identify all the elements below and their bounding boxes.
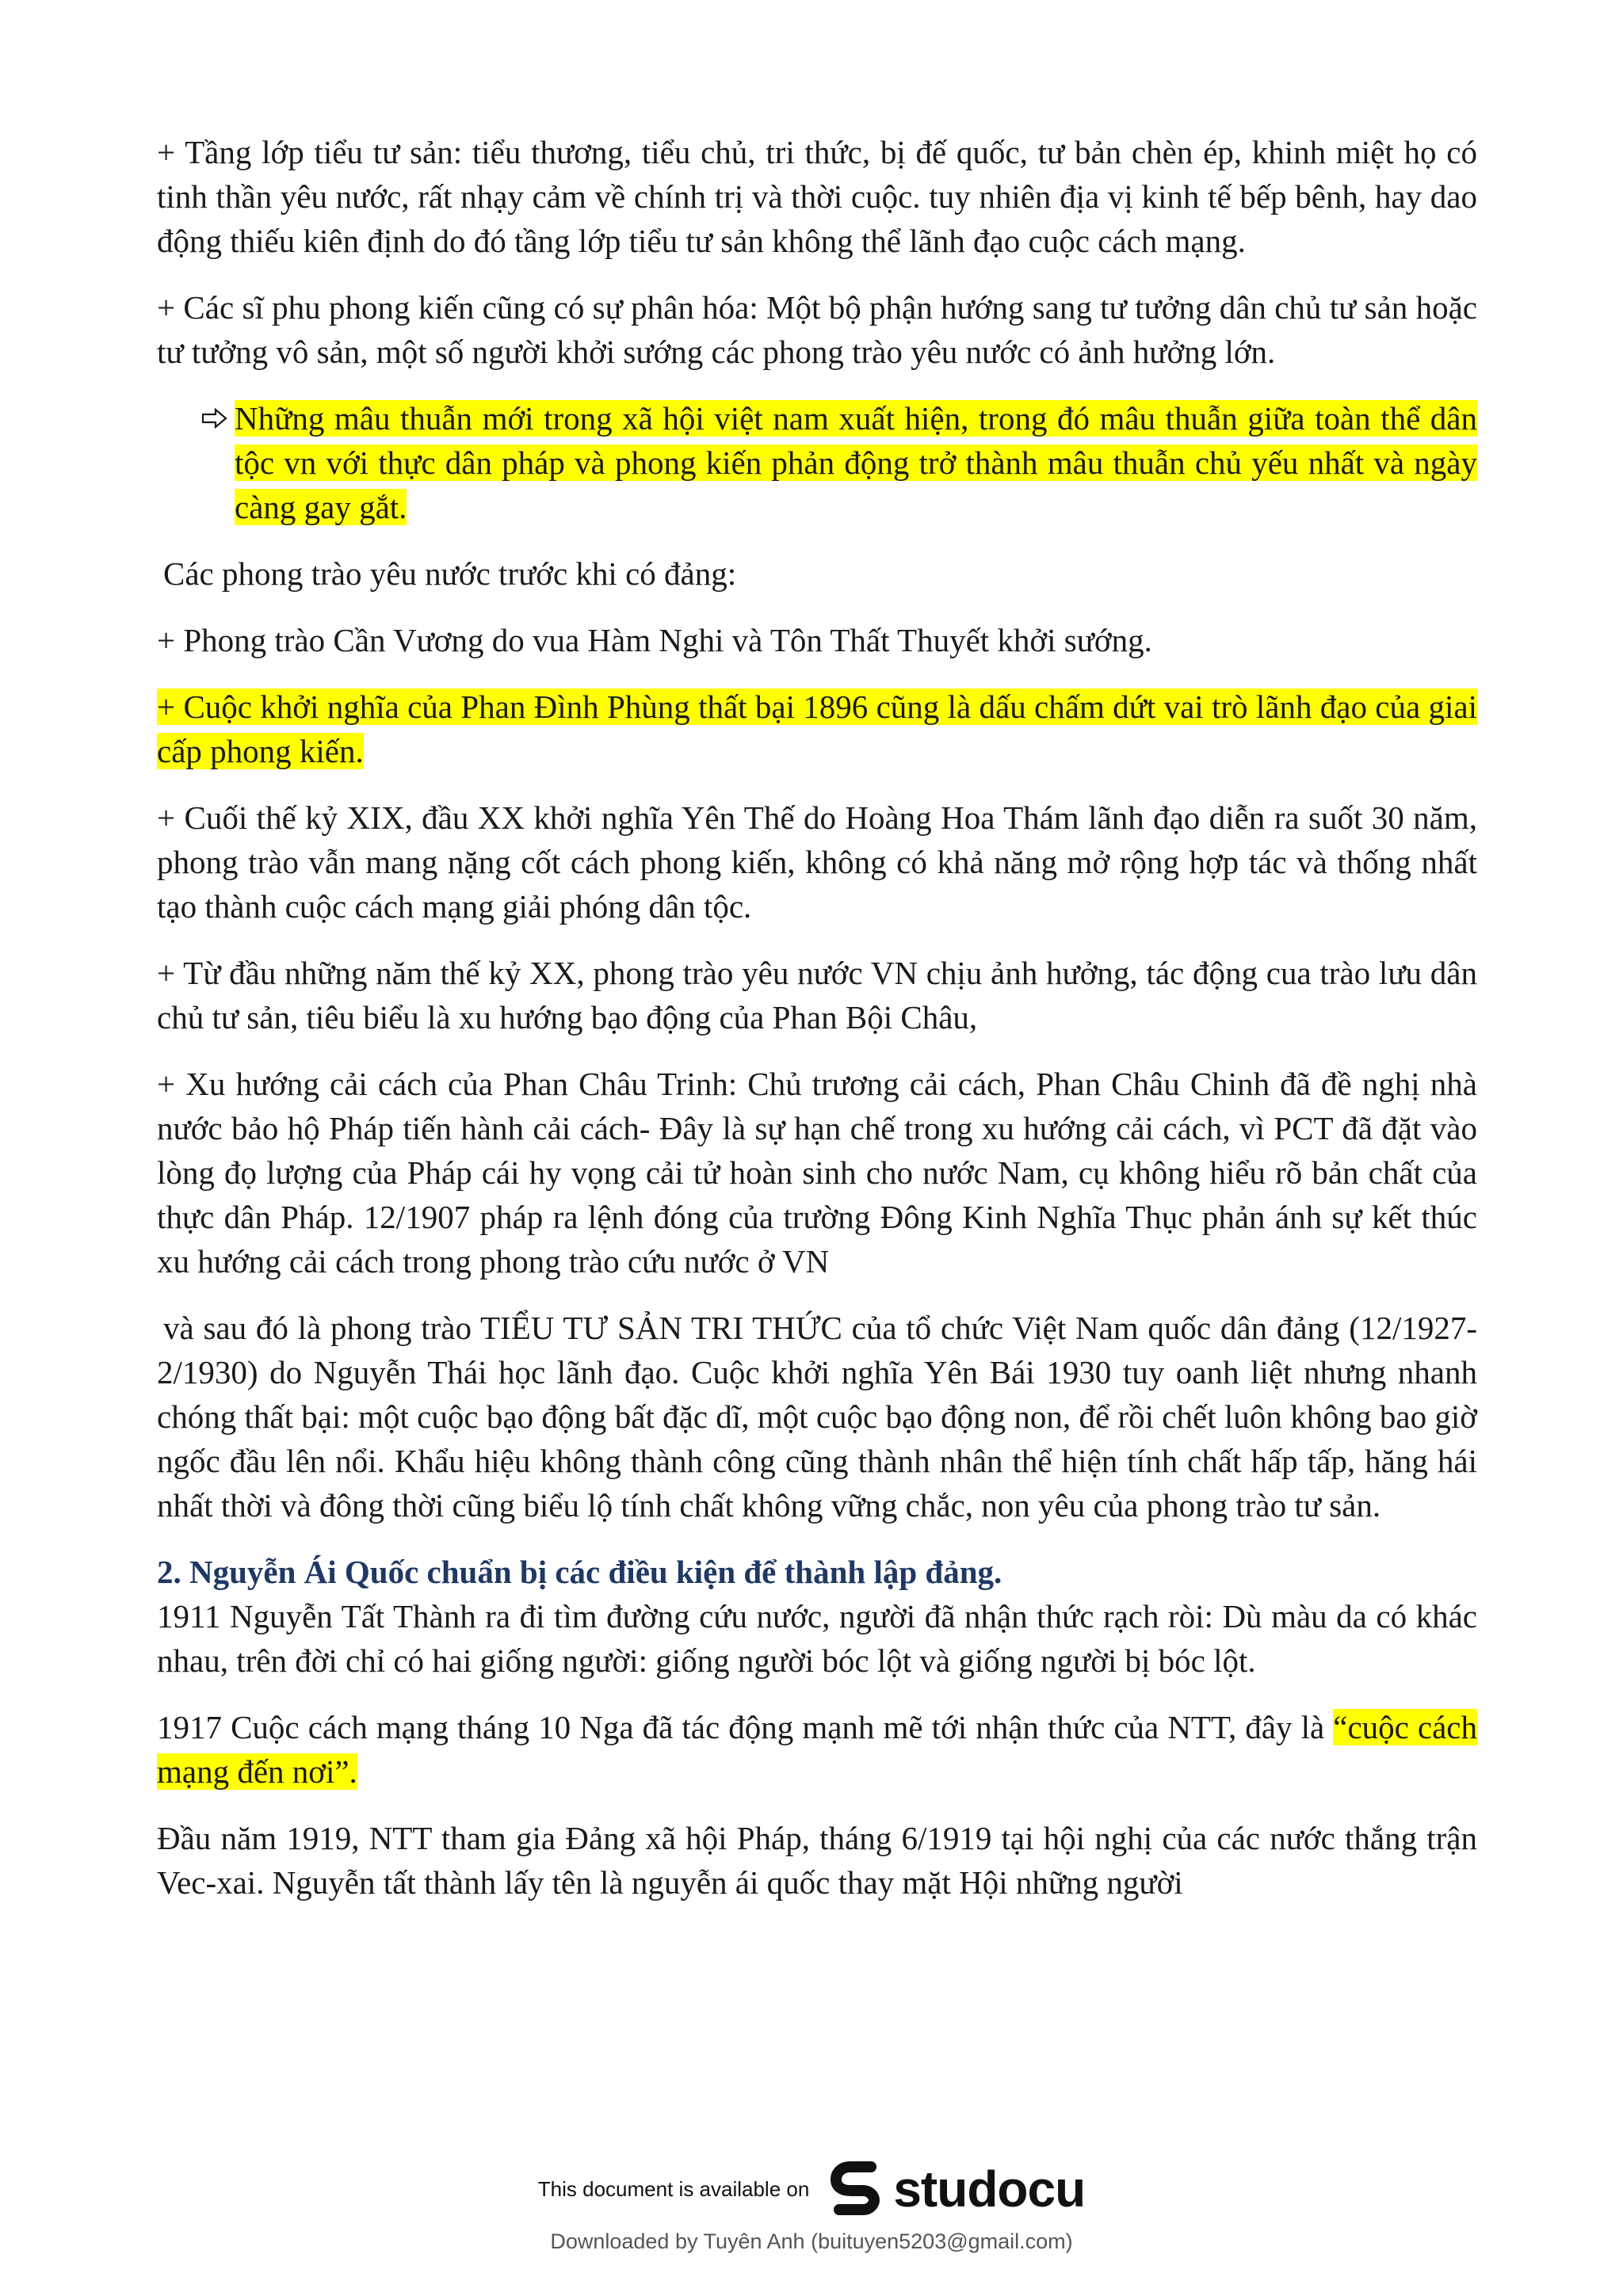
section-heading: 2. Nguyễn Ái Quốc chuẩn bị các điều kiện để thành lập đảng. [157,1554,1002,1590]
paragraph-phan-boi-chau: + Từ đầu những năm thế kỷ XX, phong trào yêu nước VN chịu ảnh hưởng, tác động cua trào lưu dân chủ tư sản, tiêu biểu là xu hướng bạo động của Phan Bội Châu, [157,955,1477,1035]
studocu-banner[interactable] [0,2153,1623,2225]
paragraph-petty-bourgeoisie: + Tầng lớp tiểu tư sản: tiểu thương, tiểu chủ, tri thức, bị đế quốc, tư bản chèn ép, khinh miệt họ có tinh thần yêu nước, rất nhạy cảm về chính trị và thời cuộc. tuy nhiên địa vị kinh tế bếp bênh, hay dao động thiếu kiên định do đó tầng lớp tiểu tư sản không thể lãnh đạo cuộc cách mạng. [157,134,1477,259]
highlighted-quote: “cuộc cách mạng đến nơi”. [157,1709,1478,1790]
studocu-wordmark: studocu [893,2161,1086,2218]
document-body [157,130,1477,1927]
downloaded-by-text: Downloaded by Tuyên Anh (buituyen5203@gmail.com) [550,2229,1073,2253]
paragraph-can-vuong: + Phong trào Cần Vương do vua Hàm Nghi và Tôn Thất Thuyết khởi sướng. [157,622,1152,658]
paragraph-vnqdd: và sau đó là phong trào TIỂU TƯ SẢN TRI THỨC của tổ chức Việt Nam quốc dân đảng (12/1927-2/1930) do Nguyễn Thái học lãnh đạo. Cuộc khởi nghĩa Yên Bái 1930 tuy oanh liệt nhưng nhanh chóng thất bại: một cuộc bạo động bất đặc dĩ, một cuộc bạo động non, để rồi chết luôn không bao giờ ngốc đầu lên nổi. Khẩu hiệu không thành công cũng thành nhân thể hiện tính chất hấp tấp, hăng hái nhất thời và đông thời cũng biểu lộ tính chất không vững chắc, non yêu của phong trào tư sản. [157,1310,1477,1524]
conclusion-block [201,396,1477,529]
paragraph-1911: 1911 Nguyễn Tất Thành ra đi tìm đường cứu nước, người đã nhận thức rạch ròi: Dù màu da có khác nhau, trên đời chỉ có hai giống người: giống người bóc lột và giống người bị bóc lột. [157,1598,1477,1679]
paragraph-movements-heading: Các phong trào yêu nước trước khi có đảng: [163,555,737,592]
paragraph-phan-dinh-phung [157,685,1477,773]
hollow-right-arrow-icon [201,396,235,441]
available-text: This document is available on [537,2176,810,2201]
paragraph-1919: Đầu năm 1919, NTT tham gia Đảng xã hội Pháp, tháng 6/1919 tại hội nghị của các nước thắng trận Vec-xai. Nguyễn tất thành lấy tên là nguyễn ái quốc thay mặt Hội những người [157,1820,1477,1901]
paragraph-1917 [157,1705,1477,1794]
paragraph-yen-the: + Cuối thế kỷ XIX, đầu XX khởi nghĩa Yên Thế do Hoàng Hoa Thám lãnh đạo diễn ra suốt 30 năm, phong trào vẫn mang nặng cốt cách phong kiến, không có khả năng mở rộng hợp tác và thống nhất tạo thành cuộc cách mạng giải phóng dân tộc. [157,799,1477,925]
highlighted-phan-dinh-phung: + Cuộc khởi nghĩa của Phan Đình Phùng thất bại 1896 cũng là dấu chấm dứt vai trò lãnh đạo của giai cấp phong kiến. [157,688,1477,769]
studocu-logo[interactable] [827,2156,1085,2223]
paragraph-1917-text: 1917 Cuộc cách mạng tháng 10 Nga đã tác động mạnh mẽ tới nhận thức của NTT, đây là [157,1709,1334,1745]
paragraph-phan-chau-trinh: + Xu hướng cải cách của Phan Châu Trinh: Chủ trương cải cách, Phan Châu Chinh đã đề nghị nhà nước bảo hộ Pháp tiến hành cải cách- Đây là sự hạn chế trong xu hướng cải cách, vì PCT đã đặt vào lòng đọ lượng của Pháp cái hy vọng cải tử hoàn sinh cho nước Nam, cụ không hiểu rõ bản chất của thực dân Pháp. 12/1907 pháp ra lệnh đóng của trường Đông Kinh Nghĩa Thục phản ánh sự kết thúc xu hướng cải cách trong phong trào cứu nước ở VN [157,1066,1477,1280]
conclusion-text: Những mâu thuẫn mới trong xã hội việt nam xuất hiện, trong đó mâu thuẫn giữa toàn thể dân tộc vn với thực dân pháp và phong kiến phản động trở thành mâu thuẫn chủ yếu nhất và ngày càng gay gắt. [235,400,1477,525]
paragraph-feudal-scholars: + Các sĩ phu phong kiến cũng có sự phân hóa: Một bộ phận hướng sang tư tưởng dân chủ tư sản hoặc tư tưởng vô sản, một số người khởi sướng các phong trào yêu nước có ảnh hưởng lớn. [157,289,1477,370]
studocu-logo-icon [827,2156,885,2223]
page-footer [0,2153,1623,2254]
